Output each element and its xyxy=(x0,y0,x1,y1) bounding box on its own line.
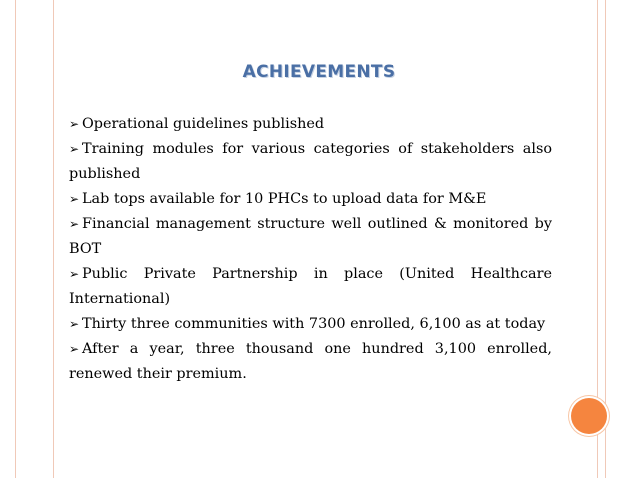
list-item xyxy=(69,337,552,387)
list-item xyxy=(69,262,552,312)
list-item-text: Operational guidelines published xyxy=(82,116,325,132)
list-item xyxy=(69,212,552,262)
list-item xyxy=(69,312,552,337)
arrow-bullet-icon: ➢ xyxy=(69,317,80,331)
slide-title: ACHIEVEMENTS xyxy=(242,62,396,82)
list-item-text: Training modules for various categories of stakeholders also published xyxy=(69,141,552,182)
arrow-bullet-icon: ➢ xyxy=(69,267,80,281)
list-item-text: Financial management structure well outlined & monitored by BOT xyxy=(69,216,552,257)
bullet-list xyxy=(69,112,552,387)
arrow-bullet-icon: ➢ xyxy=(69,117,80,131)
list-item xyxy=(69,112,552,137)
list-item xyxy=(69,187,552,212)
list-item-text: Thirty three communities with 7300 enrolled, 6,100 as at today xyxy=(82,316,546,332)
orange-circle-decoration xyxy=(571,398,607,434)
list-item-text: Lab tops available for 10 PHCs to upload data for M&E xyxy=(82,191,487,207)
arrow-bullet-icon: ➢ xyxy=(69,342,80,356)
arrow-bullet-icon: ➢ xyxy=(69,192,80,206)
list-item-text: Public Private Partnership in place (United Healthcare International) xyxy=(69,266,552,307)
arrow-bullet-icon: ➢ xyxy=(69,142,80,156)
list-item xyxy=(69,137,552,187)
arrow-bullet-icon: ➢ xyxy=(69,217,80,231)
list-item-text: After a year, three thousand one hundred 3,100 enrolled, renewed their premium. xyxy=(69,341,552,382)
